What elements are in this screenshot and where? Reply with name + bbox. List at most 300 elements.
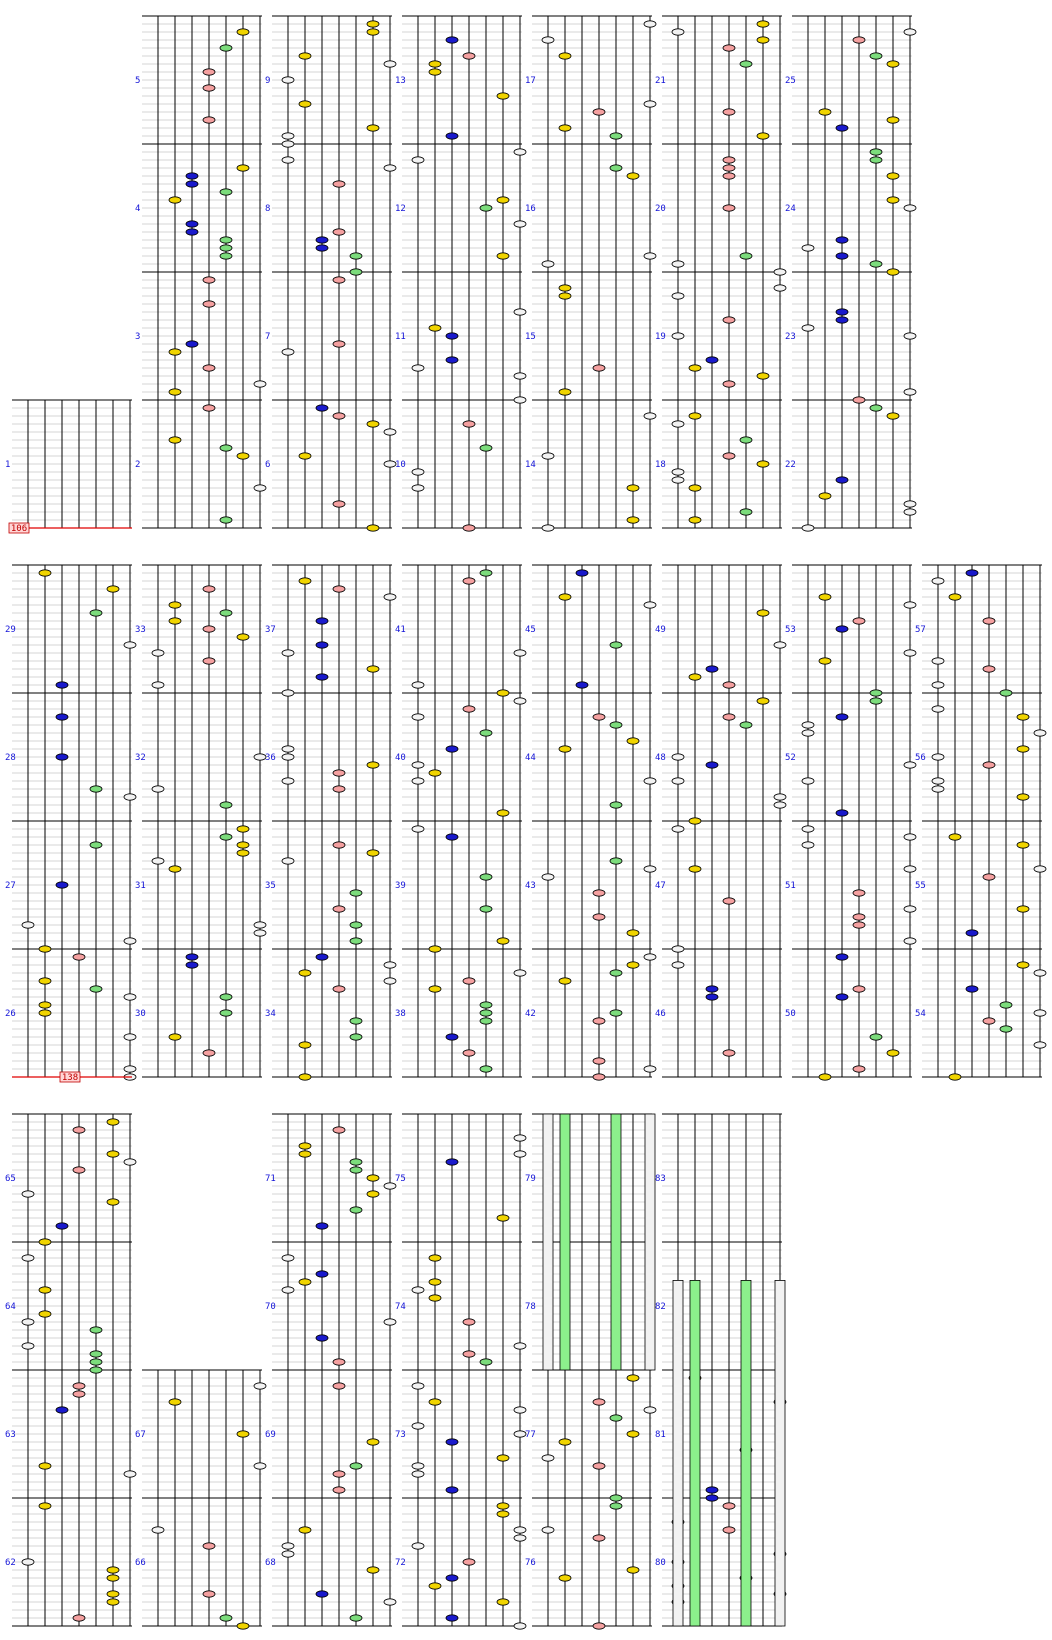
note <box>853 986 865 992</box>
measure-number: 2 <box>135 460 141 470</box>
note <box>299 1151 311 1157</box>
note <box>107 1119 119 1125</box>
note <box>73 954 85 960</box>
measure-number: 19 <box>655 332 666 342</box>
chart-column <box>135 565 266 1077</box>
note <box>983 618 995 624</box>
note <box>186 221 198 227</box>
note <box>220 1615 232 1621</box>
note <box>463 978 475 984</box>
measure-number: 48 <box>655 753 666 763</box>
note <box>1000 1026 1012 1032</box>
note <box>644 21 656 27</box>
note <box>412 682 424 688</box>
note <box>384 978 396 984</box>
note <box>853 397 865 403</box>
note <box>186 962 198 968</box>
note <box>254 1383 266 1389</box>
note <box>514 1135 526 1141</box>
note <box>559 389 571 395</box>
measure-number: 40 <box>395 753 406 763</box>
note <box>966 986 978 992</box>
note <box>644 866 656 872</box>
note <box>429 1399 441 1405</box>
note <box>463 525 475 531</box>
measure-number: 42 <box>525 1009 536 1019</box>
note <box>299 53 311 59</box>
note <box>774 642 786 648</box>
measure-number: 75 <box>395 1174 406 1184</box>
note <box>333 1127 345 1133</box>
note <box>384 1599 396 1605</box>
note <box>497 690 509 696</box>
note <box>384 429 396 435</box>
note <box>412 1463 424 1469</box>
long-note <box>690 1280 700 1626</box>
note <box>22 1255 34 1261</box>
note <box>723 205 735 211</box>
note <box>887 413 899 419</box>
note <box>757 461 769 467</box>
note <box>904 29 916 35</box>
measure-number: 15 <box>525 332 536 342</box>
measure-number: 47 <box>655 881 666 891</box>
note <box>316 1335 328 1341</box>
note <box>446 1487 458 1493</box>
note <box>169 1034 181 1040</box>
note <box>932 778 944 784</box>
note <box>610 642 622 648</box>
note <box>73 1167 85 1173</box>
note <box>644 954 656 960</box>
note <box>774 802 786 808</box>
note <box>932 578 944 584</box>
chart-column <box>395 1114 526 1629</box>
note <box>610 802 622 808</box>
note <box>802 842 814 848</box>
measure-number: 64 <box>5 1302 16 1312</box>
note <box>593 1399 605 1405</box>
note <box>672 778 684 784</box>
note <box>384 61 396 67</box>
note <box>672 29 684 35</box>
note <box>107 1575 119 1581</box>
note <box>384 594 396 600</box>
note <box>689 485 701 491</box>
note <box>836 810 848 816</box>
note <box>39 570 51 576</box>
note <box>949 1074 961 1080</box>
measure-number: 31 <box>135 881 146 891</box>
note <box>220 994 232 1000</box>
note <box>446 37 458 43</box>
note <box>282 1255 294 1261</box>
chart-column <box>395 16 526 531</box>
note <box>282 141 294 147</box>
note <box>757 21 769 27</box>
measure-number: 8 <box>265 204 271 214</box>
note <box>870 157 882 163</box>
note <box>559 1439 571 1445</box>
note <box>576 682 588 688</box>
note <box>1034 866 1046 872</box>
note <box>333 786 345 792</box>
measure-number: 53 <box>785 625 796 635</box>
note <box>39 946 51 952</box>
note <box>333 1383 345 1389</box>
note <box>282 1287 294 1293</box>
long-note <box>741 1280 751 1626</box>
note <box>723 714 735 720</box>
chart-column <box>265 1114 396 1626</box>
note <box>282 650 294 656</box>
note <box>819 493 831 499</box>
note <box>203 85 215 91</box>
note <box>497 1599 509 1605</box>
note <box>169 349 181 355</box>
note <box>299 970 311 976</box>
note <box>559 594 571 600</box>
measure-number: 30 <box>135 1009 146 1019</box>
note <box>740 253 752 259</box>
chart-column <box>785 565 916 1080</box>
note <box>282 754 294 760</box>
note <box>870 149 882 155</box>
chart-column <box>5 1114 136 1626</box>
note <box>610 1503 622 1509</box>
measure-number: 41 <box>395 625 406 635</box>
note <box>333 770 345 776</box>
note <box>904 333 916 339</box>
note <box>836 477 848 483</box>
note <box>203 117 215 123</box>
note <box>254 381 266 387</box>
note <box>1034 1010 1046 1016</box>
note <box>723 1050 735 1056</box>
note <box>836 626 848 632</box>
note <box>333 341 345 347</box>
note <box>220 610 232 616</box>
note <box>73 1383 85 1389</box>
note <box>316 245 328 251</box>
note <box>644 602 656 608</box>
note <box>593 1535 605 1541</box>
note <box>774 285 786 291</box>
note <box>593 109 605 115</box>
note <box>514 698 526 704</box>
chart-column <box>265 16 396 531</box>
note <box>367 125 379 131</box>
note <box>757 698 769 704</box>
note <box>412 778 424 784</box>
note <box>237 634 249 640</box>
note <box>672 754 684 760</box>
note <box>333 906 345 912</box>
bpm-value: 138 <box>61 1073 79 1083</box>
measure-number: 17 <box>525 76 536 86</box>
note <box>463 53 475 59</box>
note <box>124 1471 136 1477</box>
note <box>384 165 396 171</box>
note <box>836 317 848 323</box>
note <box>514 650 526 656</box>
measure-number: 81 <box>655 1430 666 1440</box>
note <box>627 1431 639 1437</box>
note <box>316 618 328 624</box>
chart-column <box>915 565 1046 1080</box>
note <box>39 1503 51 1509</box>
note <box>124 938 136 944</box>
note <box>497 1511 509 1517</box>
note <box>107 1567 119 1573</box>
note <box>983 874 995 880</box>
note <box>627 517 639 523</box>
note <box>514 1527 526 1533</box>
note <box>644 778 656 784</box>
note <box>723 1503 735 1509</box>
note <box>644 253 656 259</box>
note <box>480 874 492 880</box>
note <box>819 109 831 115</box>
note <box>282 858 294 864</box>
measure-number: 70 <box>265 1302 276 1312</box>
measure-number: 35 <box>265 881 276 891</box>
note <box>350 938 362 944</box>
note <box>350 253 362 259</box>
note <box>429 325 441 331</box>
note <box>463 421 475 427</box>
note <box>559 53 571 59</box>
note <box>593 1058 605 1064</box>
note <box>186 954 198 960</box>
note <box>237 842 249 848</box>
note <box>367 21 379 27</box>
note <box>282 690 294 696</box>
measure-number: 77 <box>525 1430 536 1440</box>
long-note <box>543 1114 553 1370</box>
note <box>463 578 475 584</box>
note <box>429 1279 441 1285</box>
note <box>333 413 345 419</box>
note <box>333 1487 345 1493</box>
note <box>593 714 605 720</box>
measure-number: 18 <box>655 460 666 470</box>
note <box>542 1455 554 1461</box>
note <box>983 1018 995 1024</box>
note <box>497 1215 509 1221</box>
note <box>446 1575 458 1581</box>
note <box>56 1407 68 1413</box>
note <box>610 970 622 976</box>
note <box>56 882 68 888</box>
measure-number: 57 <box>915 625 926 635</box>
measure-number: 14 <box>525 460 536 470</box>
note <box>610 133 622 139</box>
note <box>559 125 571 131</box>
note <box>480 1010 492 1016</box>
note <box>333 1359 345 1365</box>
chart-column <box>525 16 656 531</box>
note <box>723 109 735 115</box>
note <box>299 578 311 584</box>
note <box>757 610 769 616</box>
note <box>186 173 198 179</box>
note <box>559 293 571 299</box>
note <box>480 205 492 211</box>
note <box>39 978 51 984</box>
note <box>689 818 701 824</box>
note <box>152 786 164 792</box>
note <box>90 1359 102 1365</box>
note <box>802 525 814 531</box>
note <box>514 221 526 227</box>
measure-number: 26 <box>5 1009 16 1019</box>
note <box>203 69 215 75</box>
note <box>723 157 735 163</box>
note <box>237 1431 249 1437</box>
note <box>412 365 424 371</box>
note <box>282 77 294 83</box>
note <box>723 381 735 387</box>
note <box>90 610 102 616</box>
measure-number: 23 <box>785 332 796 342</box>
note <box>446 746 458 752</box>
note <box>1034 730 1046 736</box>
chart-column <box>525 1114 656 1629</box>
note <box>412 485 424 491</box>
measure-number: 7 <box>265 332 271 342</box>
note <box>203 1591 215 1597</box>
note <box>644 101 656 107</box>
measure-number: 46 <box>655 1009 666 1019</box>
note <box>514 1151 526 1157</box>
note <box>412 1287 424 1293</box>
note <box>299 1279 311 1285</box>
note <box>514 1623 526 1629</box>
note <box>254 485 266 491</box>
note <box>152 682 164 688</box>
note <box>446 1159 458 1165</box>
chart-column <box>785 16 916 531</box>
note <box>124 994 136 1000</box>
note <box>932 658 944 664</box>
note <box>316 1271 328 1277</box>
note <box>627 738 639 744</box>
note <box>689 866 701 872</box>
note <box>480 1359 492 1365</box>
note <box>723 453 735 459</box>
note <box>429 1583 441 1589</box>
note <box>644 413 656 419</box>
note <box>723 165 735 171</box>
note <box>316 674 328 680</box>
note <box>593 365 605 371</box>
note <box>836 253 848 259</box>
measure-number: 68 <box>265 1558 276 1568</box>
note <box>90 1351 102 1357</box>
note <box>22 1559 34 1565</box>
measure-number: 73 <box>395 1430 406 1440</box>
note <box>497 253 509 259</box>
note <box>412 1471 424 1477</box>
note <box>627 962 639 968</box>
note <box>1017 842 1029 848</box>
note <box>774 269 786 275</box>
measure-number: 44 <box>525 753 536 763</box>
note <box>299 1042 311 1048</box>
measure-number: 43 <box>525 881 536 891</box>
note <box>282 778 294 784</box>
note <box>802 722 814 728</box>
note <box>1034 1042 1046 1048</box>
note <box>514 373 526 379</box>
note <box>723 898 735 904</box>
note <box>220 802 232 808</box>
note <box>169 197 181 203</box>
note <box>593 1623 605 1629</box>
measure-number: 69 <box>265 1430 276 1440</box>
measure-number: 32 <box>135 753 146 763</box>
note <box>870 698 882 704</box>
note <box>429 946 441 952</box>
measure-number: 71 <box>265 1174 276 1184</box>
note <box>367 525 379 531</box>
measure-number: 51 <box>785 881 796 891</box>
note <box>672 477 684 483</box>
note <box>107 1591 119 1597</box>
measure-number: 12 <box>395 204 406 214</box>
note <box>480 730 492 736</box>
note <box>904 501 916 507</box>
note <box>774 794 786 800</box>
note <box>316 1591 328 1597</box>
note <box>480 906 492 912</box>
note <box>316 237 328 243</box>
note <box>22 1343 34 1349</box>
note <box>932 754 944 760</box>
measure-number: 76 <box>525 1558 536 1568</box>
note <box>802 325 814 331</box>
note <box>350 890 362 896</box>
long-note <box>611 1114 621 1370</box>
note <box>723 1527 735 1533</box>
note <box>819 594 831 600</box>
chart-column <box>395 565 526 1077</box>
note <box>220 253 232 259</box>
note <box>757 37 769 43</box>
measure-number: 3 <box>135 332 141 342</box>
note <box>107 1199 119 1205</box>
note <box>802 730 814 736</box>
note <box>706 994 718 1000</box>
note <box>463 706 475 712</box>
bpm-value: 106 <box>10 524 28 534</box>
note <box>1017 714 1029 720</box>
note <box>610 1495 622 1501</box>
note <box>299 1074 311 1080</box>
note <box>497 938 509 944</box>
measure-number: 4 <box>135 204 141 214</box>
note <box>576 570 588 576</box>
note <box>740 61 752 67</box>
note <box>237 453 249 459</box>
note <box>446 357 458 363</box>
measure-number: 5 <box>135 76 141 86</box>
note <box>853 1066 865 1072</box>
note <box>350 1463 362 1469</box>
note <box>497 93 509 99</box>
note <box>186 341 198 347</box>
